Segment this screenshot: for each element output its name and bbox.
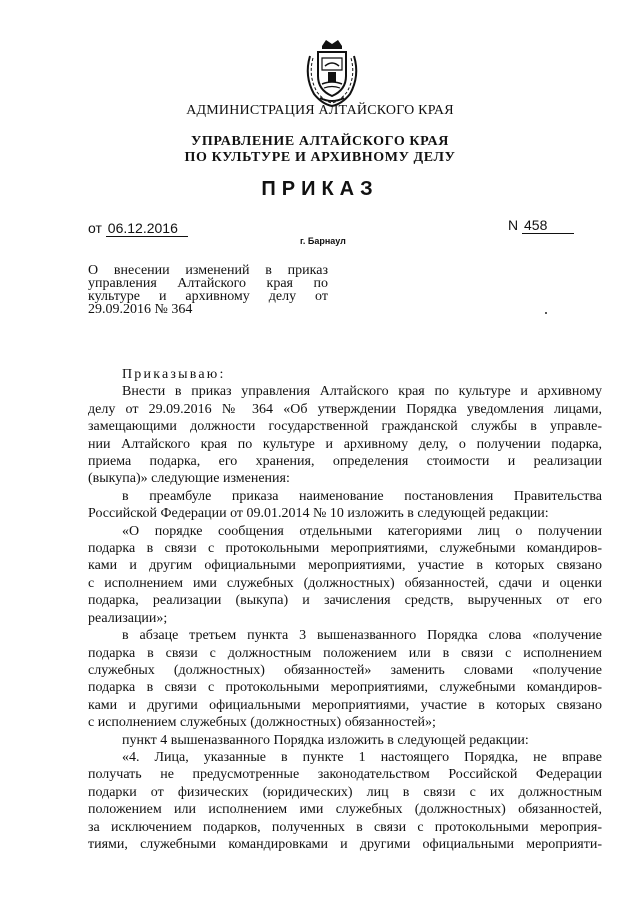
body-line: с исполнением ими служебных (должностных) обязанностей, сдачи и оценки xyxy=(88,575,602,591)
subject-word: по xyxy=(313,276,328,291)
subject-word: Алтайского xyxy=(177,276,247,291)
altai-coat-of-arms-emblem xyxy=(300,36,364,108)
subject-word: внесении xyxy=(113,263,170,278)
subject-word: в xyxy=(265,263,272,278)
order-subject xyxy=(88,264,328,316)
body-line: «О порядке сообщения отдельными категориями лиц о получении xyxy=(122,523,602,539)
subject-word: приказ xyxy=(287,263,328,278)
subject-word: архивному xyxy=(185,289,250,304)
body-line: (выкупа)» следующие изменения: xyxy=(88,471,290,487)
order-date xyxy=(88,220,188,237)
body-line: пункт 4 вышеназванного Порядка изложить в следующей редакции: xyxy=(122,732,529,748)
body-line: служебных (должностных) обязанностей» заменить словами «получение xyxy=(88,662,602,678)
subject-word: от xyxy=(315,289,328,304)
body-line: подарки от физических (юридических) лиц в связи с их должностным xyxy=(88,784,602,800)
body-line: подарка в связи с протокольными мероприятиями, служебными командиров- xyxy=(88,541,602,557)
body-line: Российской Федерации от 09.01.2014 № 10 изложить в следующей редакции: xyxy=(88,506,549,522)
body-line: реализации»; xyxy=(88,610,168,626)
body-line: в абзаце третьем пункта 3 вышеназванного Порядка слова «получение xyxy=(122,628,602,644)
body-line: подарка, реализации (выкупа) и зачисления средств, вырученных от его xyxy=(88,593,602,609)
scan-speck xyxy=(545,312,547,314)
date-prefix: от xyxy=(88,220,102,236)
body-line: Внести в приказ управления Алтайского края по культуре и архивному xyxy=(122,384,602,400)
subject-word: культуре xyxy=(88,289,140,304)
body-line: в преамбуле приказа наименование постановления Правительства xyxy=(122,488,602,504)
body-line: подарка в связи с должностным положением или в связи с исполнением xyxy=(88,645,602,661)
body-line: с исполнением служебных (должностных) обязанностей»; xyxy=(88,715,436,731)
body-line: получать не предусмотренные законодательством Российской Федерации xyxy=(88,767,602,783)
body-line: нии Алтайского края по культуре и архивному делу, о получении подарка, xyxy=(88,436,602,452)
subject-word: делу xyxy=(268,289,297,304)
city-label: г. Барнаул xyxy=(300,236,346,246)
order-body-lines xyxy=(88,383,602,853)
body-line: положением или исполнением ими служебных (должностных) обязанностей, xyxy=(88,802,602,818)
administration-title: АДМИНИСТРАЦИЯ АЛТАЙСКОГО КРАЯ xyxy=(186,103,454,118)
body-line: подарка в связи с протокольными мероприятиями, служебными командиров- xyxy=(88,680,602,696)
subject-word: О xyxy=(88,263,99,278)
department-title-line-1: УПРАВЛЕНИЕ АЛТАЙСКОГО КРАЯ xyxy=(191,134,449,149)
department-title-line-2: ПО КУЛЬТУРЕ И АРХИВНОМУ ДЕЛУ xyxy=(184,150,456,165)
subject-word: и xyxy=(158,289,167,304)
subject-word: управления xyxy=(88,276,157,291)
subject-word: края xyxy=(266,276,293,291)
number-prefix: N xyxy=(508,217,519,233)
body-line: приема подарка, его хранения, определения стоимости и реализации xyxy=(88,454,602,470)
subject-word: изменений xyxy=(185,263,250,278)
order-body xyxy=(88,366,602,853)
order-number xyxy=(508,217,574,234)
body-line: «4. Лица, указанные в пункте 1 настоящего Порядка, не вправе xyxy=(122,749,602,765)
date-value: 06.12.2016 xyxy=(106,220,188,237)
document-type-title: ПРИКАЗ xyxy=(261,178,379,200)
subject-line-4: 29.09.2016 № 364 xyxy=(88,302,193,317)
body-line: замещающими должности государственной гражданской службы в управле- xyxy=(88,419,602,435)
body-line: тиями, служебными командировками и другими официальными мероприяти- xyxy=(88,836,602,852)
body-line: ками и другими официальными мероприятиями, участие в которых связано xyxy=(88,697,602,713)
body-line: за исключением подарков, полученных в связи с протокольными мероприя- xyxy=(88,819,602,835)
body-line: ками и другим официальными мероприятиями, участие в которых связано xyxy=(88,558,602,574)
number-value: 458 xyxy=(522,217,574,234)
order-heading: Приказываю: xyxy=(122,367,226,382)
body-line: делу от 29.09.2016 № 364 «Об утверждении Порядка уведомления лицами, xyxy=(88,401,602,417)
department-title xyxy=(0,134,640,166)
